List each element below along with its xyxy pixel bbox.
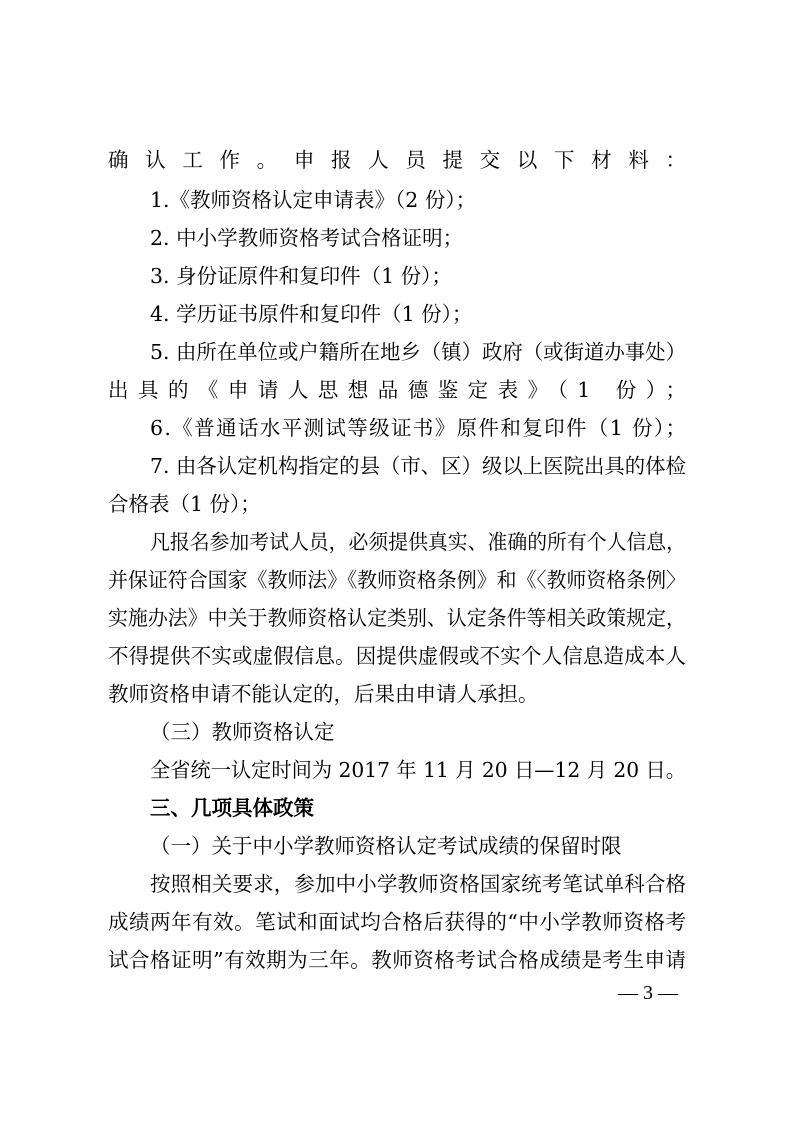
line-text: 三、几项具体政策 — [150, 796, 314, 820]
text-line — [0, 145, 793, 175]
line-text: 2. 中小学教师资格考试合格证明； — [150, 226, 464, 250]
line-text: 实施办法》中关于教师资格认定类别、认定条件等相关政策规定， — [108, 606, 686, 630]
list-item — [0, 413, 793, 443]
line-text: 出具的《申请人思想品德鉴定表》（1 份）； — [108, 378, 696, 402]
line-text: （三）教师资格认定 — [150, 720, 335, 744]
text-line — [0, 945, 793, 975]
line-text: 5. 由所在单位或户籍所在地乡（镇）政府（或街道办事处） — [150, 340, 686, 364]
line-text: 6.《普通话水平测试等级证书》原件和复印件（1 份）； — [150, 416, 688, 440]
line-text: 4. 学历证书原件和复印件（1 份）； — [150, 302, 473, 326]
paragraph-line — [0, 755, 793, 785]
line-text: 按照相关要求，参加中小学教师资格国家统考笔试单科合格 — [150, 872, 687, 896]
line-text: 合格表（1 份）； — [108, 492, 261, 516]
line-text: 不得提供不实或虚假信息。因提供虚假或不实个人信息造成本人 — [108, 644, 687, 668]
text-line — [0, 603, 793, 633]
text-line — [0, 641, 793, 671]
line-text: 成绩两年有效。笔试和面试均合格后获得的“中小学教师资格考 — [108, 910, 687, 934]
list-item — [0, 451, 793, 481]
list-item — [0, 185, 793, 215]
list-item — [0, 337, 793, 367]
section-subheading — [0, 831, 793, 861]
line-text: 确认工作。申报人员提交以下材料： — [108, 148, 703, 172]
paragraph-line — [0, 527, 793, 557]
page-number — [0, 978, 793, 1008]
line-text: 1.《教师资格认定申请表》（2 份）； — [150, 188, 477, 212]
text-line — [0, 375, 793, 405]
text-line — [0, 565, 793, 595]
text-line — [0, 489, 793, 519]
line-text: 试合格证明”有效期为三年。教师资格考试合格成绩是考生申请 — [108, 948, 687, 972]
page-number-text: — 3 — — [618, 982, 678, 1004]
section-heading — [0, 793, 793, 823]
line-text: 凡报名参加考试人员，必须提供真实、准确的所有个人信息， — [150, 530, 687, 554]
list-item — [0, 261, 793, 291]
line-text: 并保证符合国家《教师法》《教师资格条例》和《〈教师资格条例〉 — [108, 568, 686, 592]
paragraph-line — [0, 869, 793, 899]
line-text: 3. 身份证原件和复印件（1 份）； — [150, 264, 452, 288]
section-subheading — [0, 717, 793, 747]
line-text: 教师资格申请不能认定的，后果由申请人承担。 — [108, 682, 539, 706]
line-text: 全省统一认定时间为 2017 年 11 月 20 日—12 月 20 日。 — [150, 758, 687, 782]
list-item — [0, 299, 793, 329]
line-text: 7. 由各认定机构指定的县（市、区）级以上医院出具的体检 — [150, 454, 686, 478]
line-text: （一）关于中小学教师资格认定考试成绩的保留时限 — [150, 834, 622, 858]
text-line — [0, 907, 793, 937]
text-line — [0, 679, 793, 709]
list-item — [0, 223, 793, 253]
